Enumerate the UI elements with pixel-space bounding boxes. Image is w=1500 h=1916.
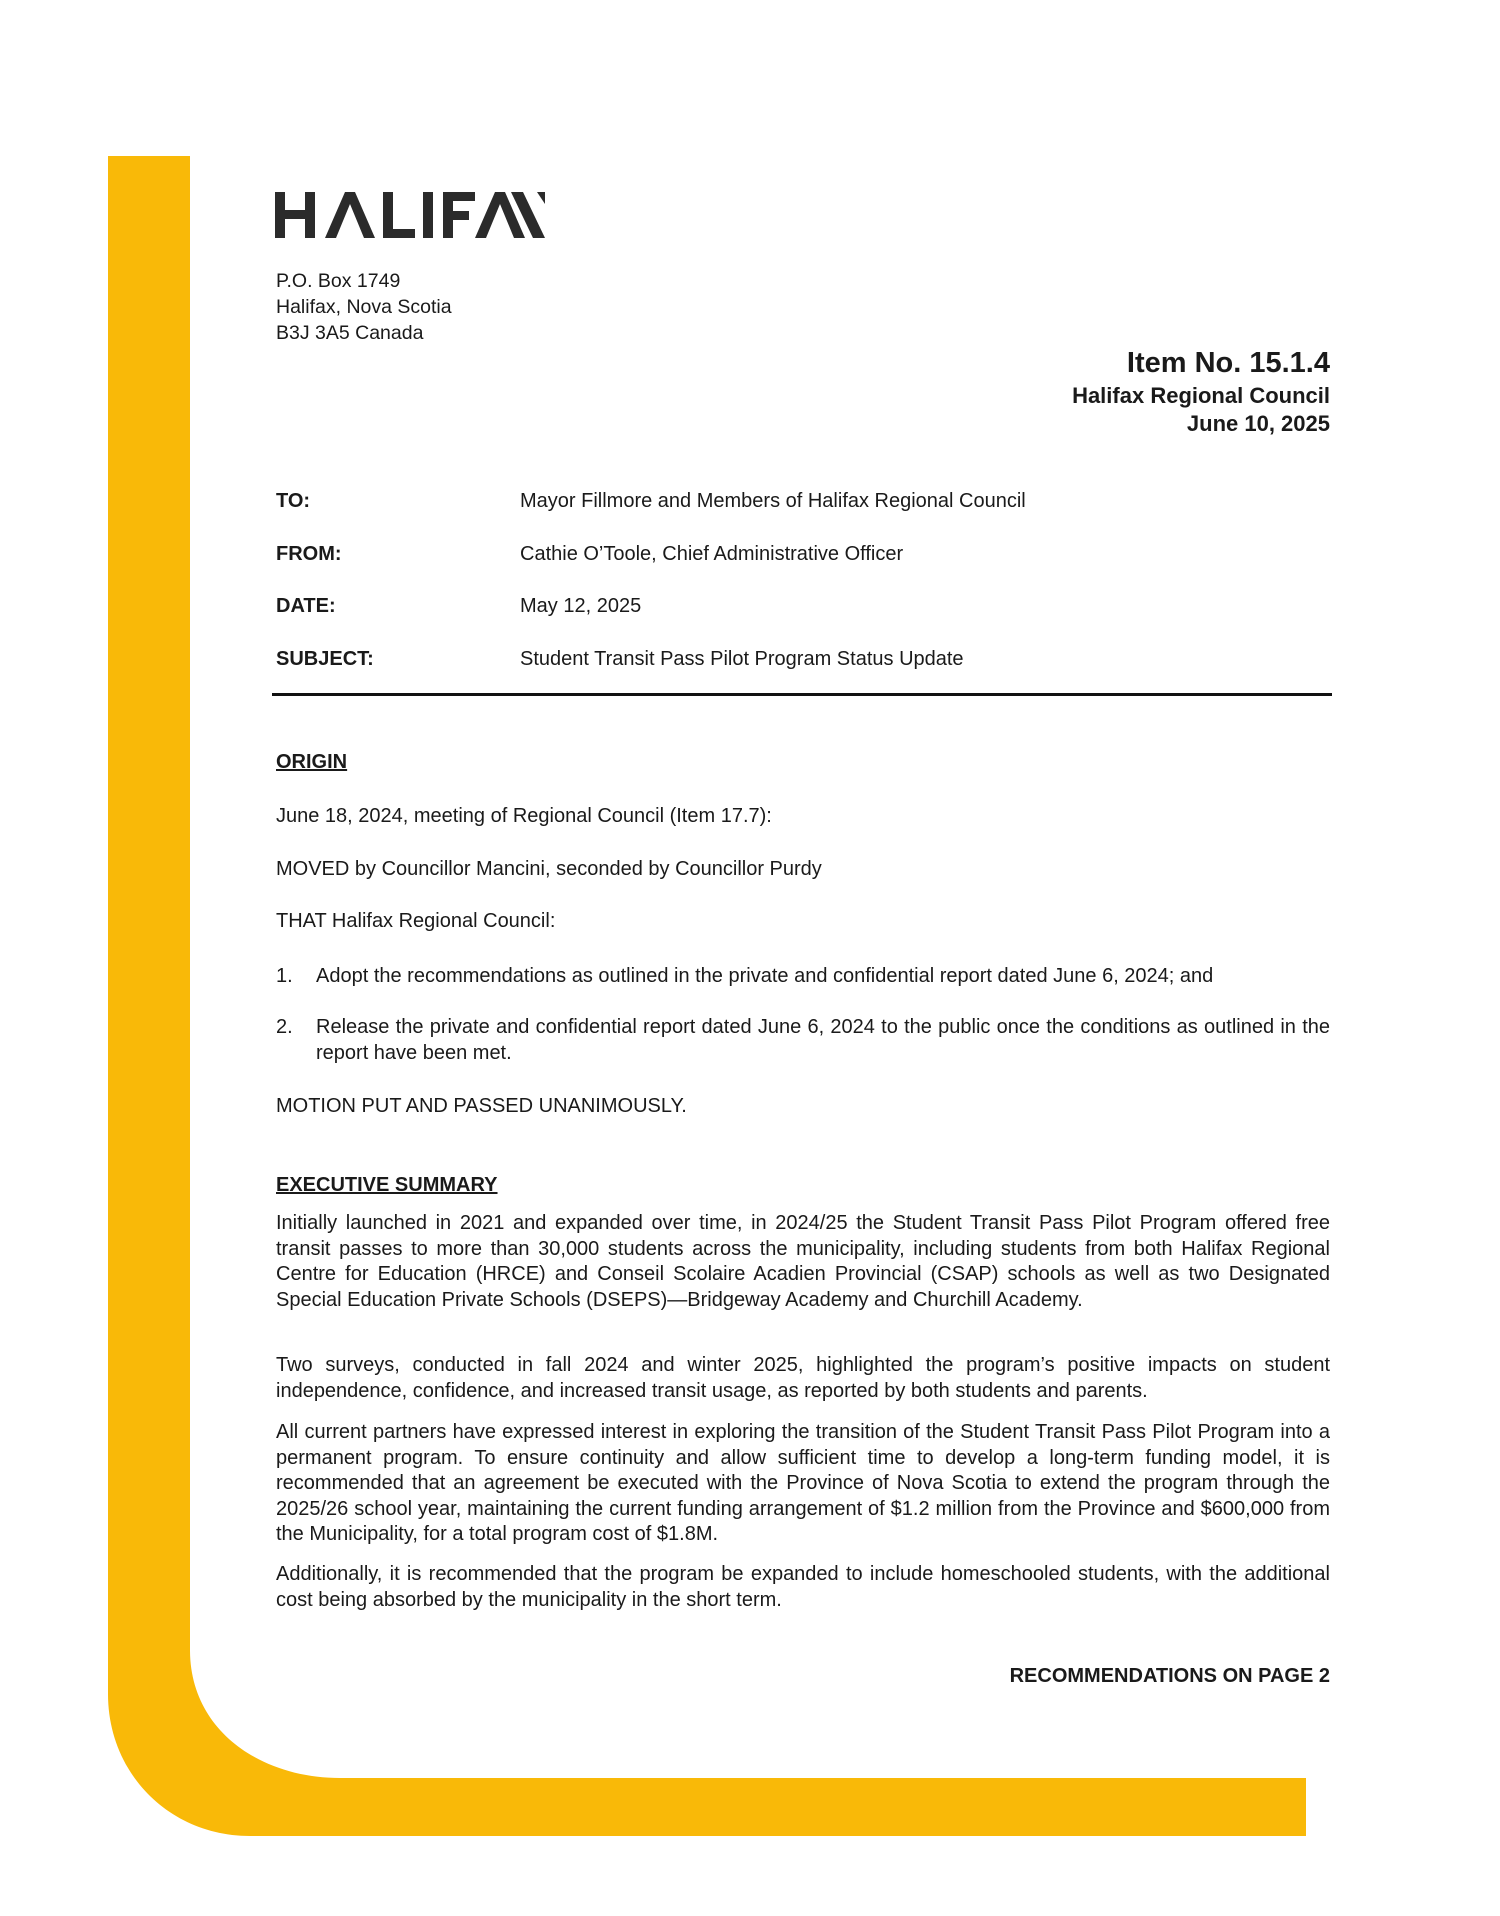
halifax-logo bbox=[275, 190, 545, 242]
subject-label: SUBJECT: bbox=[276, 648, 374, 670]
summary-paragraph: Initially launched in 2021 and expanded over time, in 2024/25 the Student Transit Pass Pilot Program offered free transit passes to more than 30,000 students across the municipality, including students from both Halifax Regional Centre for Education (HRCE) and Conseil Scolaire Acadien Provincial (CSAP) schools as well as two Designated Special Education Private Schools (DSEPS)—Bridgeway Academy and Churchill Academy. bbox=[276, 1212, 1330, 1311]
origin-moved-line: MOVED by Councillor Mancini, seconded by Councillor Purdy bbox=[276, 858, 822, 880]
item-header bbox=[1072, 344, 1330, 438]
motion-item-number: 2. bbox=[276, 1016, 293, 1038]
subject-value: Student Transit Pass Pilot Program Status Update bbox=[520, 648, 964, 670]
motion-item-text: Release the private and confidential report dated June 6, 2024 to the public once the conditions as outlined in the report have been met. bbox=[316, 1016, 1330, 1064]
from-value: Cathie O’Toole, Chief Administrative Officer bbox=[520, 543, 904, 565]
address-line: Halifax, Nova Scotia bbox=[276, 296, 452, 318]
mailing-address bbox=[276, 268, 452, 346]
motion-item bbox=[276, 1015, 1330, 1066]
origin-that-line: THAT Halifax Regional Council: bbox=[276, 910, 556, 932]
date-label: DATE: bbox=[276, 595, 336, 617]
from-label: FROM: bbox=[276, 543, 342, 565]
motion-result: MOTION PUT AND PASSED UNANIMOUSLY. bbox=[276, 1095, 687, 1117]
to-value: Mayor Fillmore and Members of Halifax Regional Council bbox=[520, 490, 1026, 512]
address-line: B3J 3A5 Canada bbox=[276, 322, 424, 344]
header-divider bbox=[272, 693, 1332, 696]
origin-heading: ORIGIN bbox=[276, 751, 348, 773]
to-label: TO: bbox=[276, 490, 311, 512]
summary-paragraph: All current partners have expressed interest in exploring the transition of the Student Transit Pass Pilot Program into a permanent program. To ensure continuity and allow sufficient time to develop a long-term funding model, it is recommended that an agreement be executed with the Province of Nova Scotia to extend the program through the 2025/26 school year, maintaining the current funding arrangement of $1.2 million from the Province and $600,000 from the Municipality, for a total program cost of $1.8M. bbox=[276, 1421, 1330, 1545]
motion-item-number: 1. bbox=[276, 965, 293, 987]
motion-item bbox=[276, 964, 1330, 990]
address-line: P.O. Box 1749 bbox=[276, 270, 401, 292]
recommendations-note: RECOMMENDATIONS ON PAGE 2 bbox=[1009, 1665, 1330, 1687]
summary-paragraph: Additionally, it is recommended that the program be expanded to include homeschooled students, with the additional cost being absorbed by the municipality in the short term. bbox=[276, 1563, 1330, 1611]
executive-summary-heading: EXECUTIVE SUMMARY bbox=[276, 1174, 498, 1196]
meeting-date: June 10, 2025 bbox=[1186, 411, 1330, 436]
council-name: Halifax Regional Council bbox=[1072, 383, 1330, 408]
date-value: May 12, 2025 bbox=[520, 595, 642, 617]
motion-item-text: Adopt the recommendations as outlined in the private and confidential report dated June 6, 2024; and bbox=[316, 965, 1214, 987]
item-number: Item No. 15.1.4 bbox=[1126, 347, 1330, 379]
origin-meeting-line: June 18, 2024, meeting of Regional Council (Item 17.7): bbox=[276, 805, 772, 827]
summary-paragraph: Two surveys, conducted in fall 2024 and winter 2025, highlighted the program’s positive impacts on student independence, confidence, and increased transit usage, as reported by both students and parents. bbox=[276, 1354, 1330, 1402]
